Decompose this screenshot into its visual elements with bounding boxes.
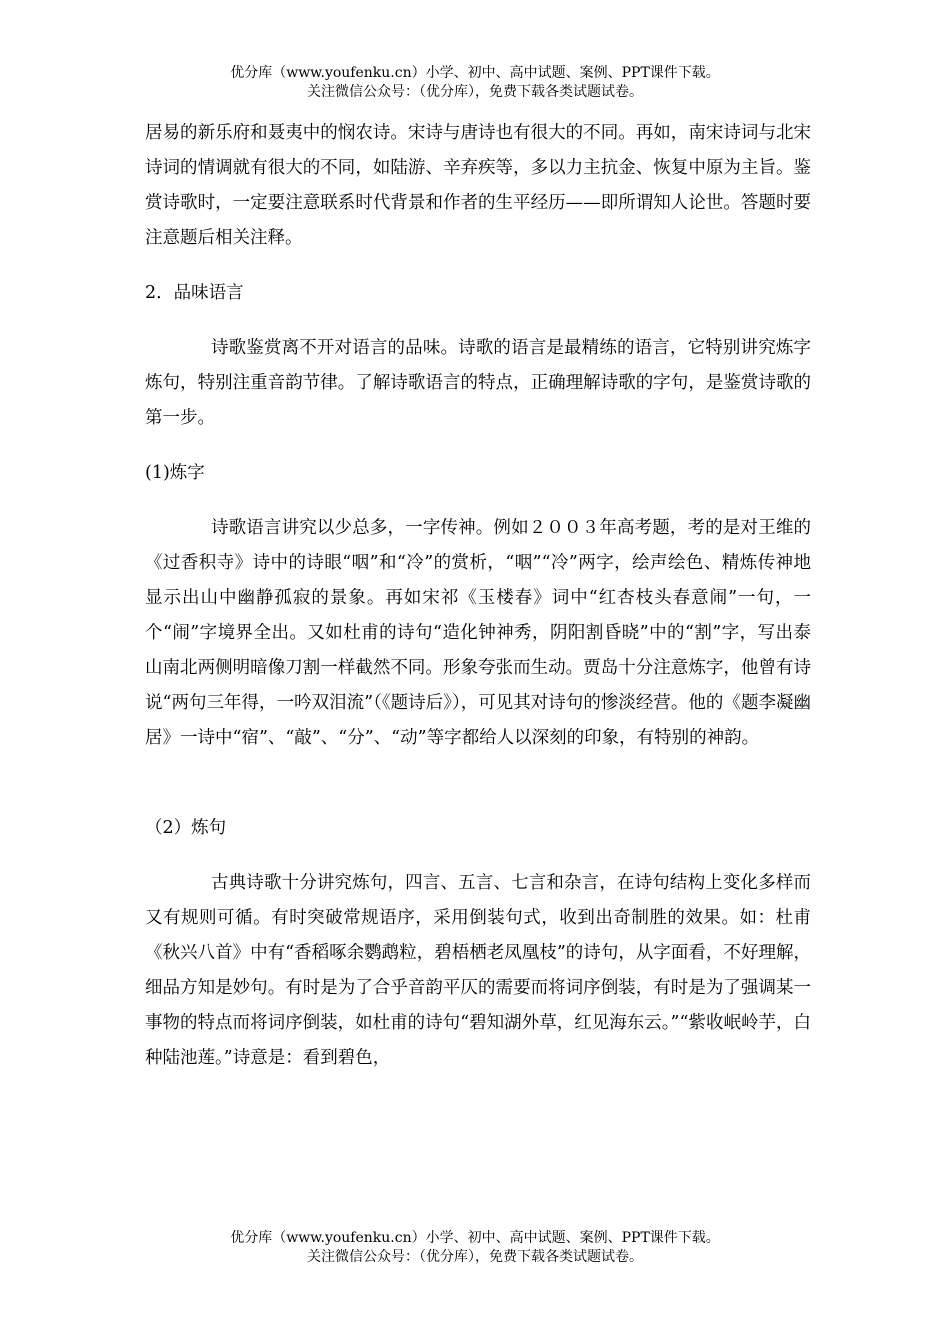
header-line-1: 优分库（www.youfenku.cn）小学、初中、高中试题、案例、PPT课件下载。: [230, 65, 720, 81]
paragraph-1: 居易的新乐府和聂夷中的悯农诗。宋诗与唐诗也有很大的不同。再如，南宋诗词与北宋诗词的情调就有很大的不同，如陆游、辛弃疾等，多以力主抗金、恢复中原为主旨。鉴赏诗歌时，一定要注意联系时代背景和作者的生平经历——即所谓知人论世。答题时要注意题后相关注释。: [145, 123, 811, 248]
subsection-heading-1: (1)炼字: [145, 463, 205, 483]
header-line-2: 关注微信公众号：（优分库），免费下载各类试题试卷。: [307, 84, 643, 100]
section-heading-2: 2．品味语言: [145, 283, 244, 303]
page-footer: [0, 1229, 950, 1267]
footer-line-1: 优分库（www.youfenku.cn）小学、初中、高中试题、案例、PPT课件下载。: [230, 1230, 720, 1246]
subsection-heading-2: （2）炼句: [145, 818, 227, 838]
paragraph-4: 古典诗歌十分讲究炼句，四言、五言、七言和杂言，在诗句结构上变化多样而又有规则可循。有时突破常规语序，采用倒装句式，收到出奇制胜的效果。如：杜甫《秋兴八首》中有“香稻啄余鹦鹉粒，碧梧栖老凤凰枝”的诗句，从字面看，不好理解，细品方知是妙句。有时是为了合乎音韵平仄的需要而将词序倒装，有时是为了强调某一事物的特点而将词序倒装，如杜甫的诗句“碧知湖外草，红见海东云。”“紫收岷岭芋，白种陆池莲。”诗意是：看到碧色，: [145, 873, 811, 1068]
footer-line-2: 关注微信公众号：（优分库），免费下载各类试题试卷。: [307, 1249, 643, 1265]
document-body: [145, 116, 811, 1076]
paragraph-2: 诗歌鉴赏离不开对语言的品味。诗歌的语言是最精练的语言，它特别讲究炼字炼句，特别注重音韵节律。了解诗歌语言的特点，正确理解诗歌的字句，是鉴赏诗歌的第一步。: [145, 338, 811, 428]
paragraph-3: 诗歌语言讲究以少总多，一字传神。例如２００３年高考题，考的是对王维的《过香积寺》诗中的诗眼“咽”和“冷”的赏析，“咽”“冷”两字，绘声绘色、精炼传神地显示出山中幽静孤寂的景象。再如宋祁《玉楼春》词中“红杏枝头春意闹”一句，一个“闹”字境界全出。又如杜甫的诗句“造化钟神秀，阴阳割昏晓”中的“割”字，写出泰山南北两侧明暗像刀割一样截然不同。形象夸张而生动。贾岛十分注意炼字，他曾有诗说“两句三年得，一吟双泪流”（《题诗后》），可见其对诗句的惨淡经营。他的《题李凝幽居》一诗中“宿”、“敲”、“分”、“动”等字都给人以深刻的印象，有特别的神韵。: [145, 518, 811, 748]
page-header: [0, 64, 950, 102]
